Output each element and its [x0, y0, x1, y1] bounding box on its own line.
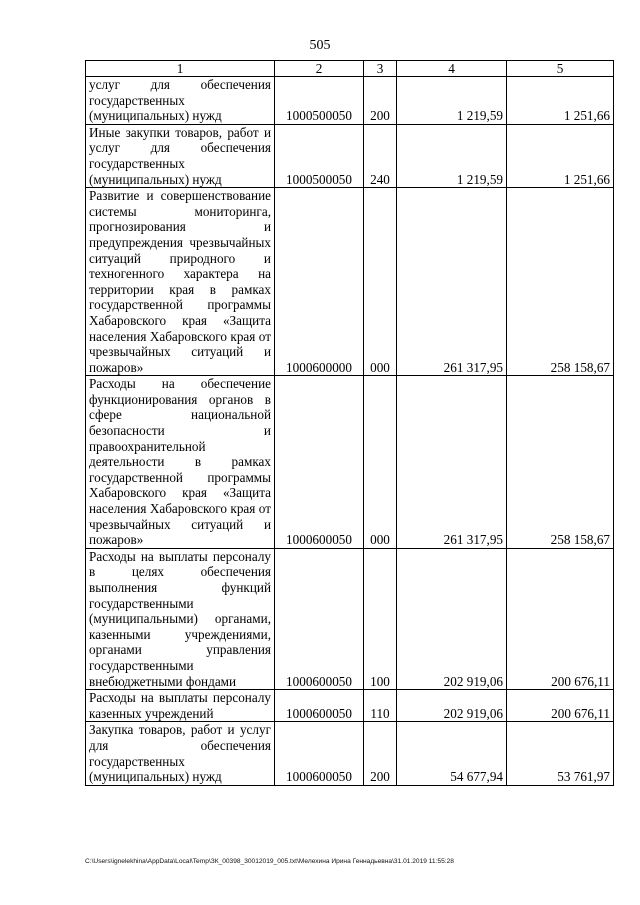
row-amount-year2: 200 676,11	[507, 548, 614, 689]
row-target-code: 1000600000	[275, 188, 364, 376]
budget-table	[85, 60, 614, 786]
row-target-code: 1000500050	[275, 124, 364, 187]
header-col-5: 5	[507, 61, 614, 77]
row-name: Закупка товаров, работ и услуг для обеспечения государственных (муниципальных) нужд	[86, 722, 275, 785]
table-row	[86, 188, 614, 376]
table-row	[86, 376, 614, 549]
header-col-3: 3	[364, 61, 397, 77]
row-name: Развитие и совершенствование системы мониторинга, прогнозирования и предупреждения чрезвычайных ситуаций природного и техногенного характера на территории края в рамках государственной программы Хабаровского края «Защита населения Хабаровского края от чрезвычайных ситуаций и пожаров»	[86, 188, 275, 376]
table-row	[86, 722, 614, 785]
row-target-code: 1000600050	[275, 548, 364, 689]
header-col-4: 4	[397, 61, 507, 77]
row-amount-year1: 54 677,94	[397, 722, 507, 785]
row-amount-year1: 202 919,06	[397, 548, 507, 689]
row-name: Расходы на выплаты персоналу казенных учреждений	[86, 690, 275, 722]
row-target-code: 1000500050	[275, 77, 364, 125]
row-name: услуг для обеспечения государственных (муниципальных) нужд	[86, 77, 275, 125]
row-amount-year2: 1 251,66	[507, 77, 614, 125]
row-name: Расходы на обеспечение функционирования органов в сфере национальной безопасности и правоохранительной деятельности в рамках государственной программы Хабаровского края «Защита населения Хабаровского края от чрезвычайных ситуаций и пожаров»	[86, 376, 275, 549]
table-row	[86, 690, 614, 722]
row-expense-type: 110	[364, 690, 397, 722]
row-target-code: 1000600050	[275, 690, 364, 722]
table-row	[86, 124, 614, 187]
row-amount-year2: 200 676,11	[507, 690, 614, 722]
row-expense-type: 200	[364, 77, 397, 125]
row-expense-type: 240	[364, 124, 397, 187]
header-col-1: 1	[86, 61, 275, 77]
row-target-code: 1000600050	[275, 722, 364, 785]
table-header-row	[86, 61, 614, 77]
row-amount-year1: 202 919,06	[397, 690, 507, 722]
page-number: 505	[309, 38, 331, 53]
row-amount-year2: 258 158,67	[507, 376, 614, 549]
row-expense-type: 200	[364, 722, 397, 785]
table-row	[86, 77, 614, 125]
row-expense-type: 000	[364, 376, 397, 549]
row-amount-year2: 1 251,66	[507, 124, 614, 187]
row-amount-year1: 261 317,95	[397, 188, 507, 376]
row-expense-type: 100	[364, 548, 397, 689]
row-amount-year1: 1 219,59	[397, 124, 507, 187]
file-path-footer: C:\Users\ignelekhina\AppData\Local\Temp\ЗК_00398_30012019_005.txt\Мелехина Ирина Геннадьевна\31.01.2019 11:55:28	[85, 858, 454, 865]
row-name: Иные закупки товаров, работ и услуг для обеспечения государственных (муниципальных) нужд	[86, 124, 275, 187]
row-name: Расходы на выплаты персоналу в целях обеспечения выполнения функций государственными (муниципальными) органами, казенными учреждениями, органами управления государственными внебюджетными фондами	[86, 548, 275, 689]
row-amount-year1: 1 219,59	[397, 77, 507, 125]
row-target-code: 1000600050	[275, 376, 364, 549]
row-amount-year2: 258 158,67	[507, 188, 614, 376]
row-expense-type: 000	[364, 188, 397, 376]
row-amount-year1: 261 317,95	[397, 376, 507, 549]
row-amount-year2: 53 761,97	[507, 722, 614, 785]
table-row	[86, 548, 614, 689]
header-col-2: 2	[275, 61, 364, 77]
